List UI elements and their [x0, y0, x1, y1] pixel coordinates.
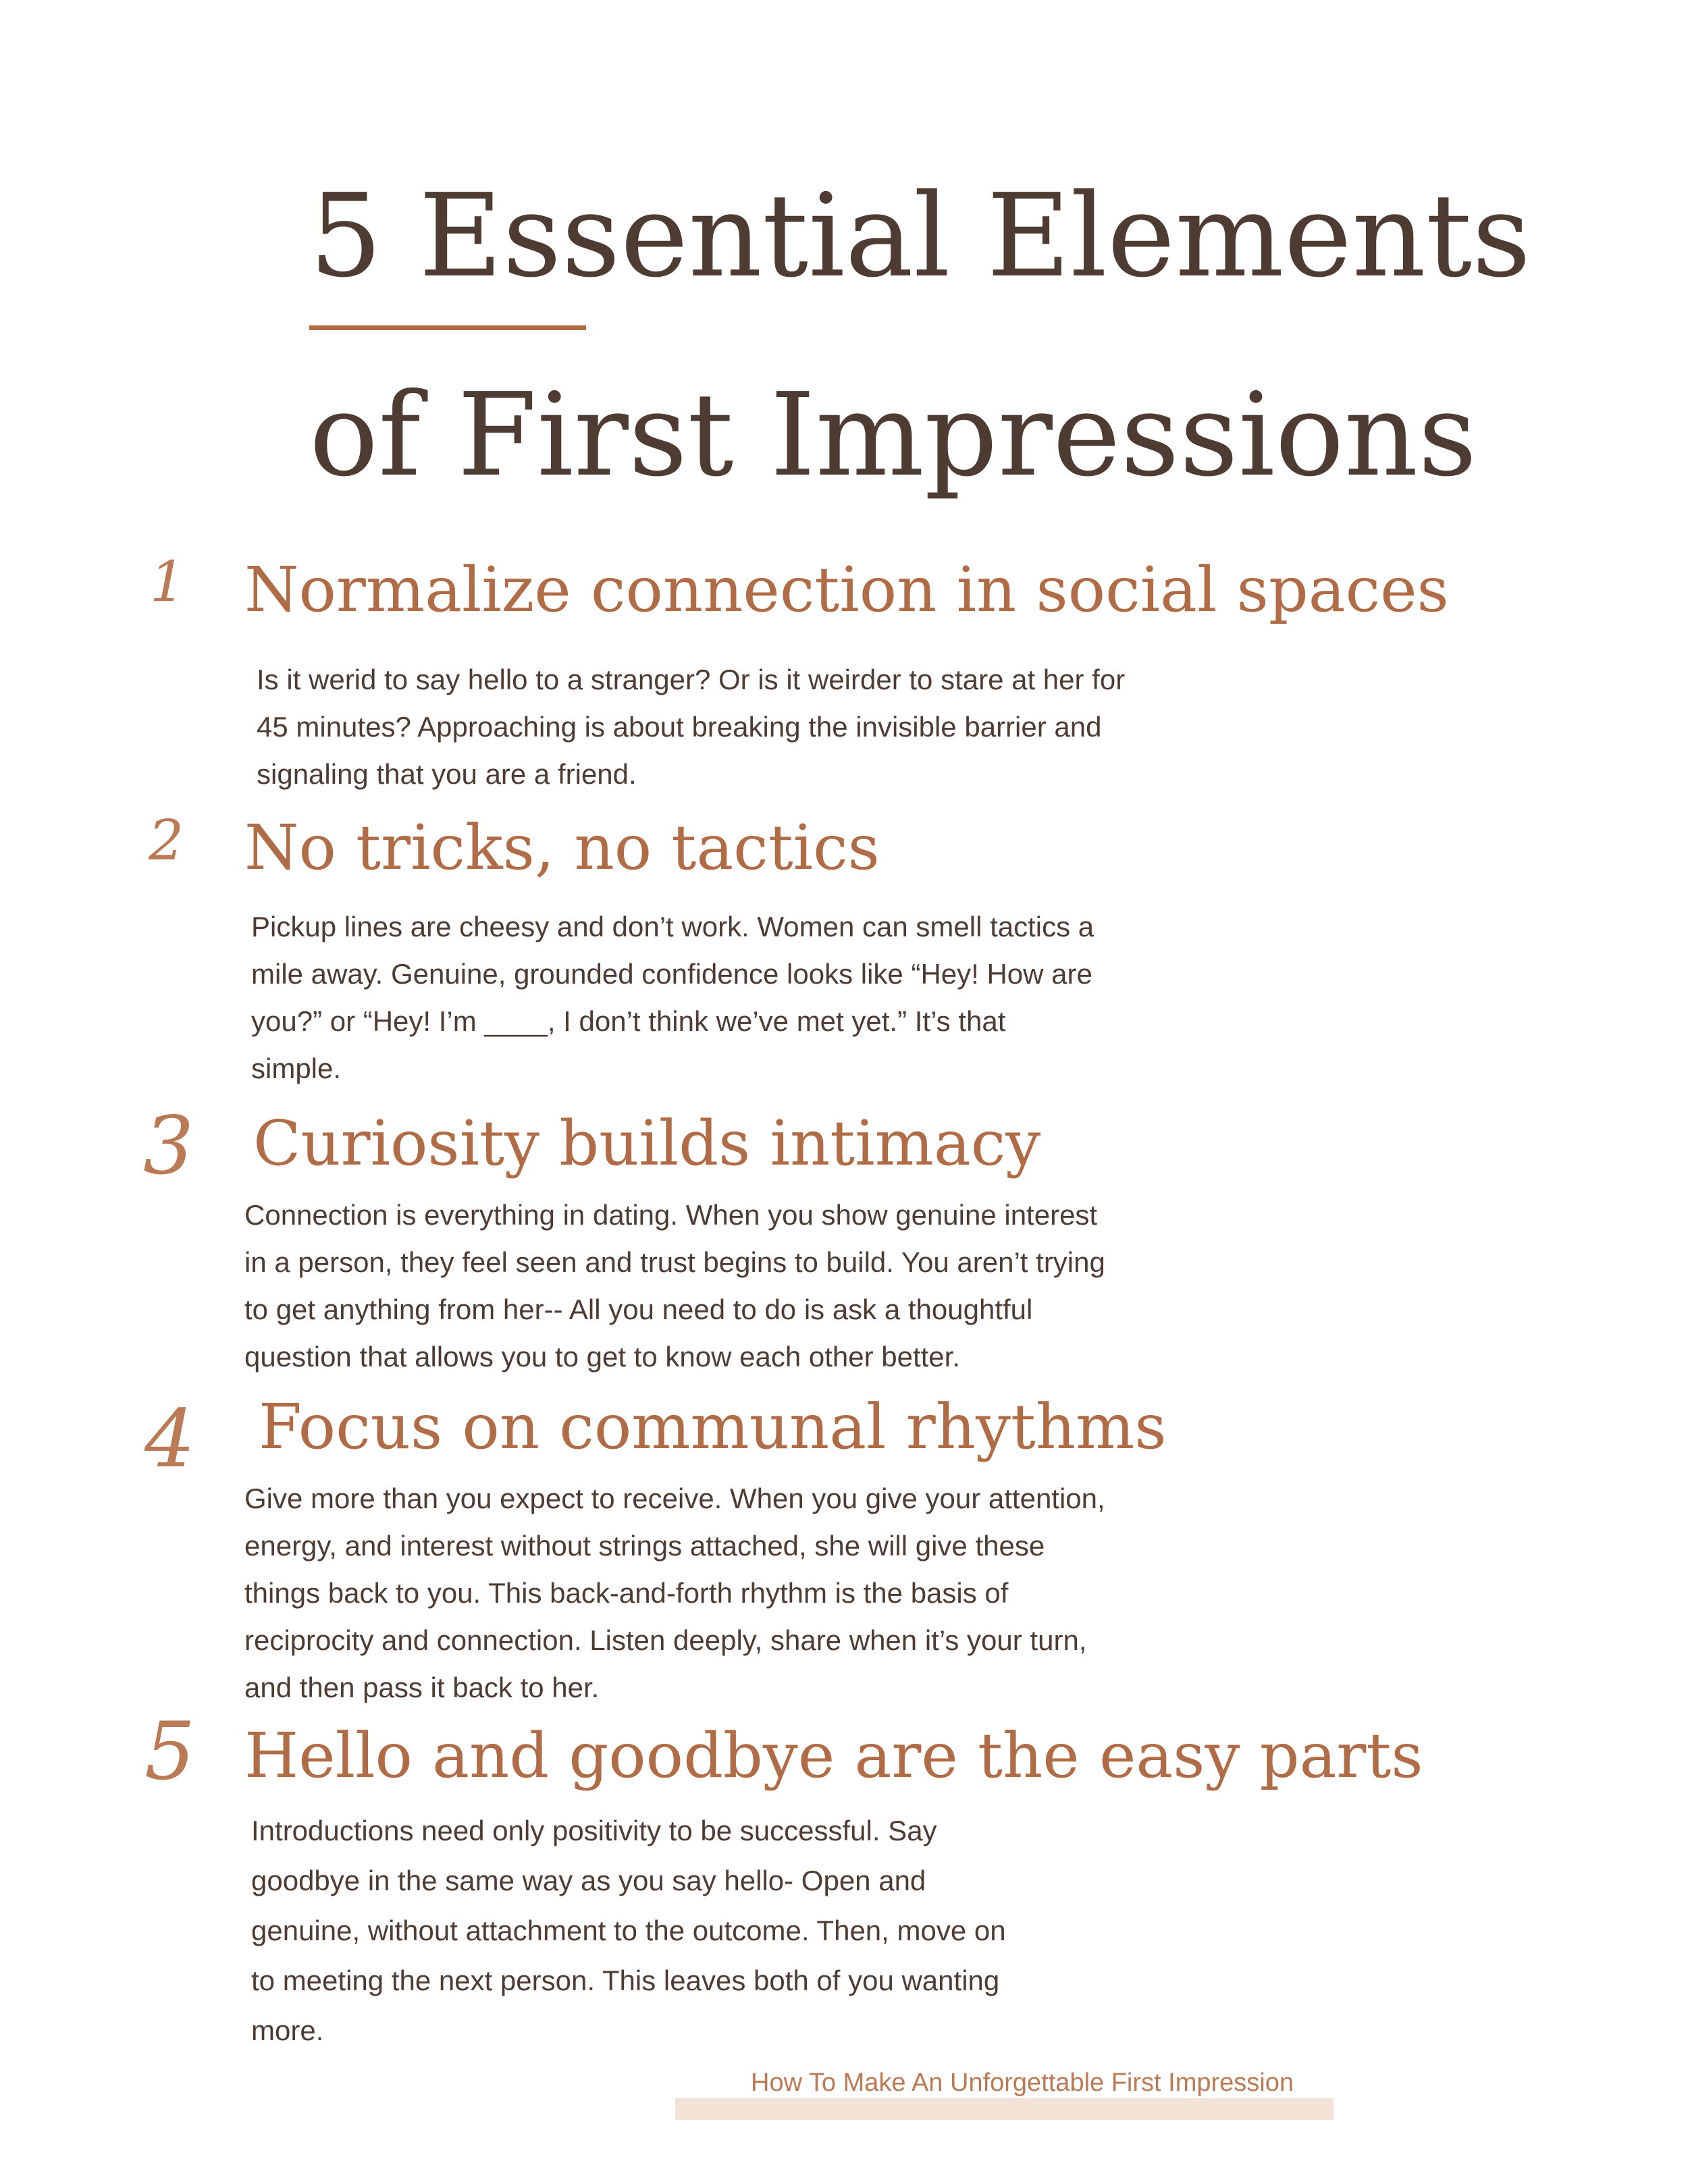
element-number-2: 2 — [149, 809, 184, 873]
body-line: and then pass it back to her. — [244, 1672, 600, 1703]
element-heading-5: Hello and goodbye are the easy parts — [244, 1720, 1423, 1792]
body-line: to get anything from her-- All you need to do is ask a thoughtful — [244, 1294, 1033, 1325]
body-line: Introductions need only positivity to be successful. Say — [251, 1815, 937, 1846]
body-line: Give more than you expect to receive. When you give your attention, — [244, 1483, 1105, 1514]
body-line: things back to you. This back-and-forth rhythm is the basis of — [244, 1577, 1009, 1609]
body-line: question that allows you to get to know each other better. — [244, 1341, 961, 1373]
body-line: in a person, they feel seen and trust begins to build. You aren’t trying — [244, 1246, 1105, 1278]
body-line: you?” or “Hey! I’m ____, I don’t think we’ve met yet.” It’s that — [251, 1005, 1006, 1037]
body-line: 45 minutes? Approaching is about breaking the invisible barrier and — [257, 711, 1102, 743]
element-heading-3: Curiosity builds intimacy — [253, 1107, 1041, 1179]
body-line: Pickup lines are cheesy and don’t work. Women can smell tactics a — [251, 911, 1094, 942]
body-line: Is it werid to say hello to a stranger? Or is it weirder to stare at her for — [257, 664, 1126, 695]
element-number-3: 3 — [143, 1099, 194, 1192]
page-title-line-1: 5 Essential Elements — [309, 169, 1531, 303]
title-underline — [309, 325, 586, 330]
footer-highlight-bar — [675, 2098, 1334, 2120]
element-body-2 — [251, 903, 1094, 1092]
element-heading-2: No tricks, no tactics — [244, 811, 880, 884]
element-body-5 — [251, 1806, 1006, 2056]
footer-text: How To Make An Unforgettable First Impression — [751, 2069, 1294, 2097]
body-line: genuine, without attachment to the outcome. Then, move on — [251, 1915, 1006, 1946]
element-body-4 — [244, 1475, 1105, 1711]
body-line: mile away. Genuine, grounded confidence looks like “Hey! How are — [251, 958, 1092, 990]
body-line: goodbye in the same way as you say hello- Open and — [251, 1865, 926, 1896]
body-line: to meeting the next person. This leaves both of you wanting — [251, 1965, 1000, 1996]
element-heading-1: Normalize connection in social spaces — [244, 554, 1449, 626]
element-body-1 — [257, 656, 1125, 798]
body-line: energy, and interest without strings attached, she will give these — [244, 1530, 1045, 1562]
body-line: more. — [251, 2015, 324, 2046]
body-line: Connection is everything in dating. When you show genuine interest — [244, 1199, 1098, 1231]
element-body-3 — [244, 1192, 1105, 1381]
element-number-4: 4 — [144, 1392, 196, 1485]
element-number-5: 5 — [144, 1705, 196, 1798]
element-heading-4: Focus on communal rhythms — [259, 1391, 1167, 1463]
body-line: reciprocity and connection. Listen deeply, share when it’s your turn, — [244, 1624, 1087, 1656]
body-line: signaling that you are a friend. — [257, 758, 637, 790]
element-number-1: 1 — [150, 550, 186, 614]
body-line: simple. — [251, 1053, 342, 1084]
page-title-line-2: of First Impressions — [309, 369, 1477, 502]
